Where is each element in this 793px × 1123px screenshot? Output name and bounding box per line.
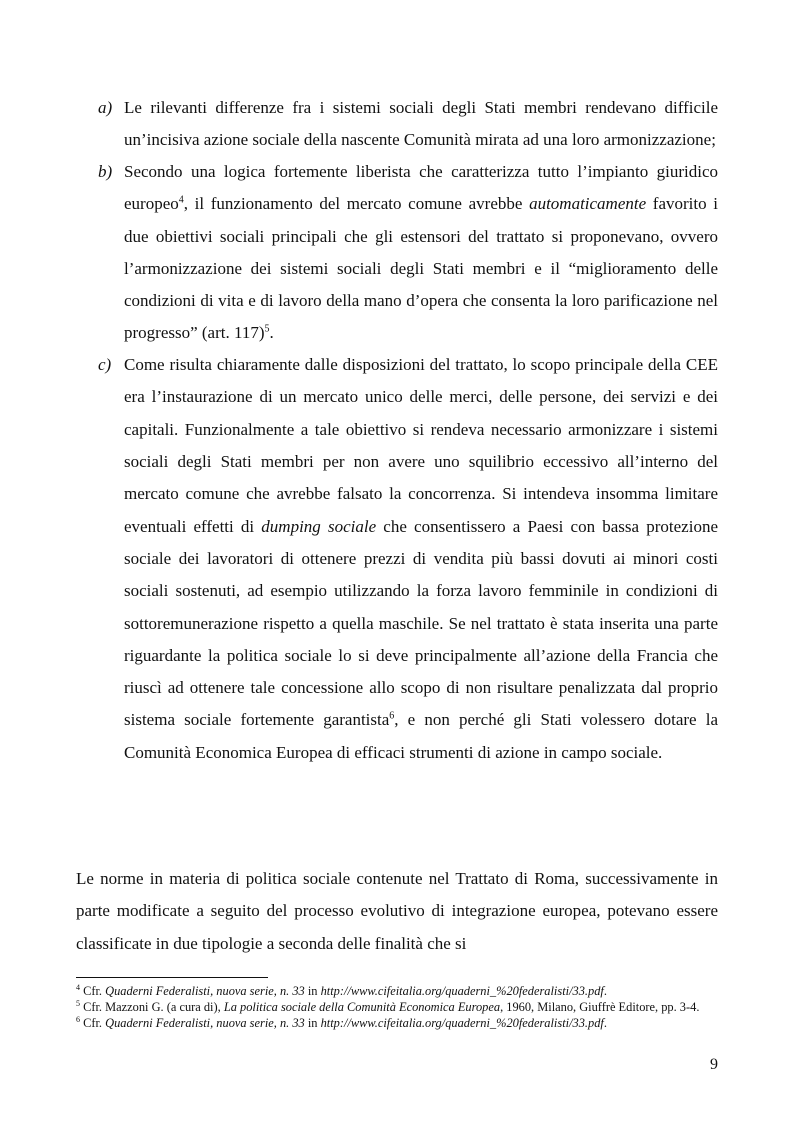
footnote-6: $^6$ Cfr. Quaderni Federalisti, nuova serie, n. 33 in http://www.cifeitalia.org/quaderni_%20federalisti/33.pdf. (76, 1015, 607, 1031)
list-marker: a) (98, 98, 113, 117)
footnote-ref-4[interactable]: 4 (178, 194, 184, 206)
footnote-separator (76, 977, 268, 978)
enumerated-list (98, 92, 718, 768)
emphasis-text: automaticamente (529, 194, 647, 214)
list-marker: b) (98, 162, 113, 181)
list-item-text: Come risulta chiaramente dalle disposizioni del trattato, lo scopo principale della CEE era l’instaurazione di un mercato unico delle merci, delle persone, dei servizi e dei capitali. Funzionalmente a tale obiettivo si rendeva necessario armonizzare i sistemi sociali degli Stati membri per non avere uno squilibrio eccessivo all’interno del mercato comune che avrebbe falsato la concorrenza. Si intendeva insomma limitare eventuali effetti di dumping sociale che consentissero a Paesi con bassa protezione sociale dei lavoratori di ottenere prezzi di vendita più bassi dovuti ai minori costi sociali sostenuti, ad esempio utilizzando la forza lavoro femminile in condizioni di sottoremunerazione rispetto a quella maschile. Se nel trattato è stata inserita una parte riguardante la politica sociale lo si deve principalmente all’azione della Francia che riuscì ad ottenere tale concessione allo scopo di non risultare penalizzata dal proprio sistema sociale fortemente garantista$^6$, e non perché gli Stati volessero dotare la Comunità Economica Europea di efficaci strumenti di azione in campo sociale. (124, 355, 718, 762)
list-item-a (98, 92, 718, 157)
body-paragraph: Le norme in materia di politica sociale contenute nel Trattato di Roma, successivamente in parte modificate a seguito del processo evolutivo di integrazione europea, potevano essere classificate in due tipologie a seconda delle finalità che si (76, 869, 718, 953)
footnote-link[interactable]: http://www.cifeitalia.org/quaderni_%20federalisti/33.pdf (320, 984, 604, 998)
emphasis-text: dumping sociale (261, 516, 377, 536)
list-item-c (98, 349, 718, 769)
list-marker: c) (98, 355, 112, 375)
footnote-ref-6[interactable]: 6 (389, 710, 395, 722)
list-item-b (98, 156, 718, 350)
footnote-ref-5[interactable]: 5 (264, 323, 270, 335)
footnote-link[interactable]: http://www.cifeitalia.org/quaderni_%20federalisti/33.pdf (320, 1016, 604, 1031)
list-item-text: Le rilevanti differenze fra i sistemi sociali degli Stati membri rendevano difficile un’incisiva azione sociale della nascente Comunità mirata ad una loro armonizzazione; (124, 98, 718, 150)
list-item-text: Secondo una logica fortemente liberista che caratterizza tutto l’impianto giuridico europeo$^4$, il funzionamento del mercato comune avrebbe automaticamente favorito i due obiettivi sociali principali che gli estensori del trattato si proponevano, ovvero l’armonizzazione dei sistemi sociali degli Stati membri e il “miglioramento delle condizioni di vita e di lavoro della mano d’opera che consenta la loro parificazione nel progresso” (art. 117)$^5$. (124, 162, 718, 343)
footnote-5: $^5$ Cfr. Mazzoni G. (a cura di), La politica sociale della Comunità Economica Europea, 1960, Milano, Giuffrè Editore, pp. 3-4. (76, 999, 700, 1015)
footnote-4: $^4$ Cfr. Quaderni Federalisti, nuova serie, n. 33 in http://www.cifeitalia.org/quaderni_%20federalisti/33.pdf. (76, 982, 607, 998)
footnotes (76, 984, 718, 1033)
page-number: 9 (710, 1056, 718, 1073)
